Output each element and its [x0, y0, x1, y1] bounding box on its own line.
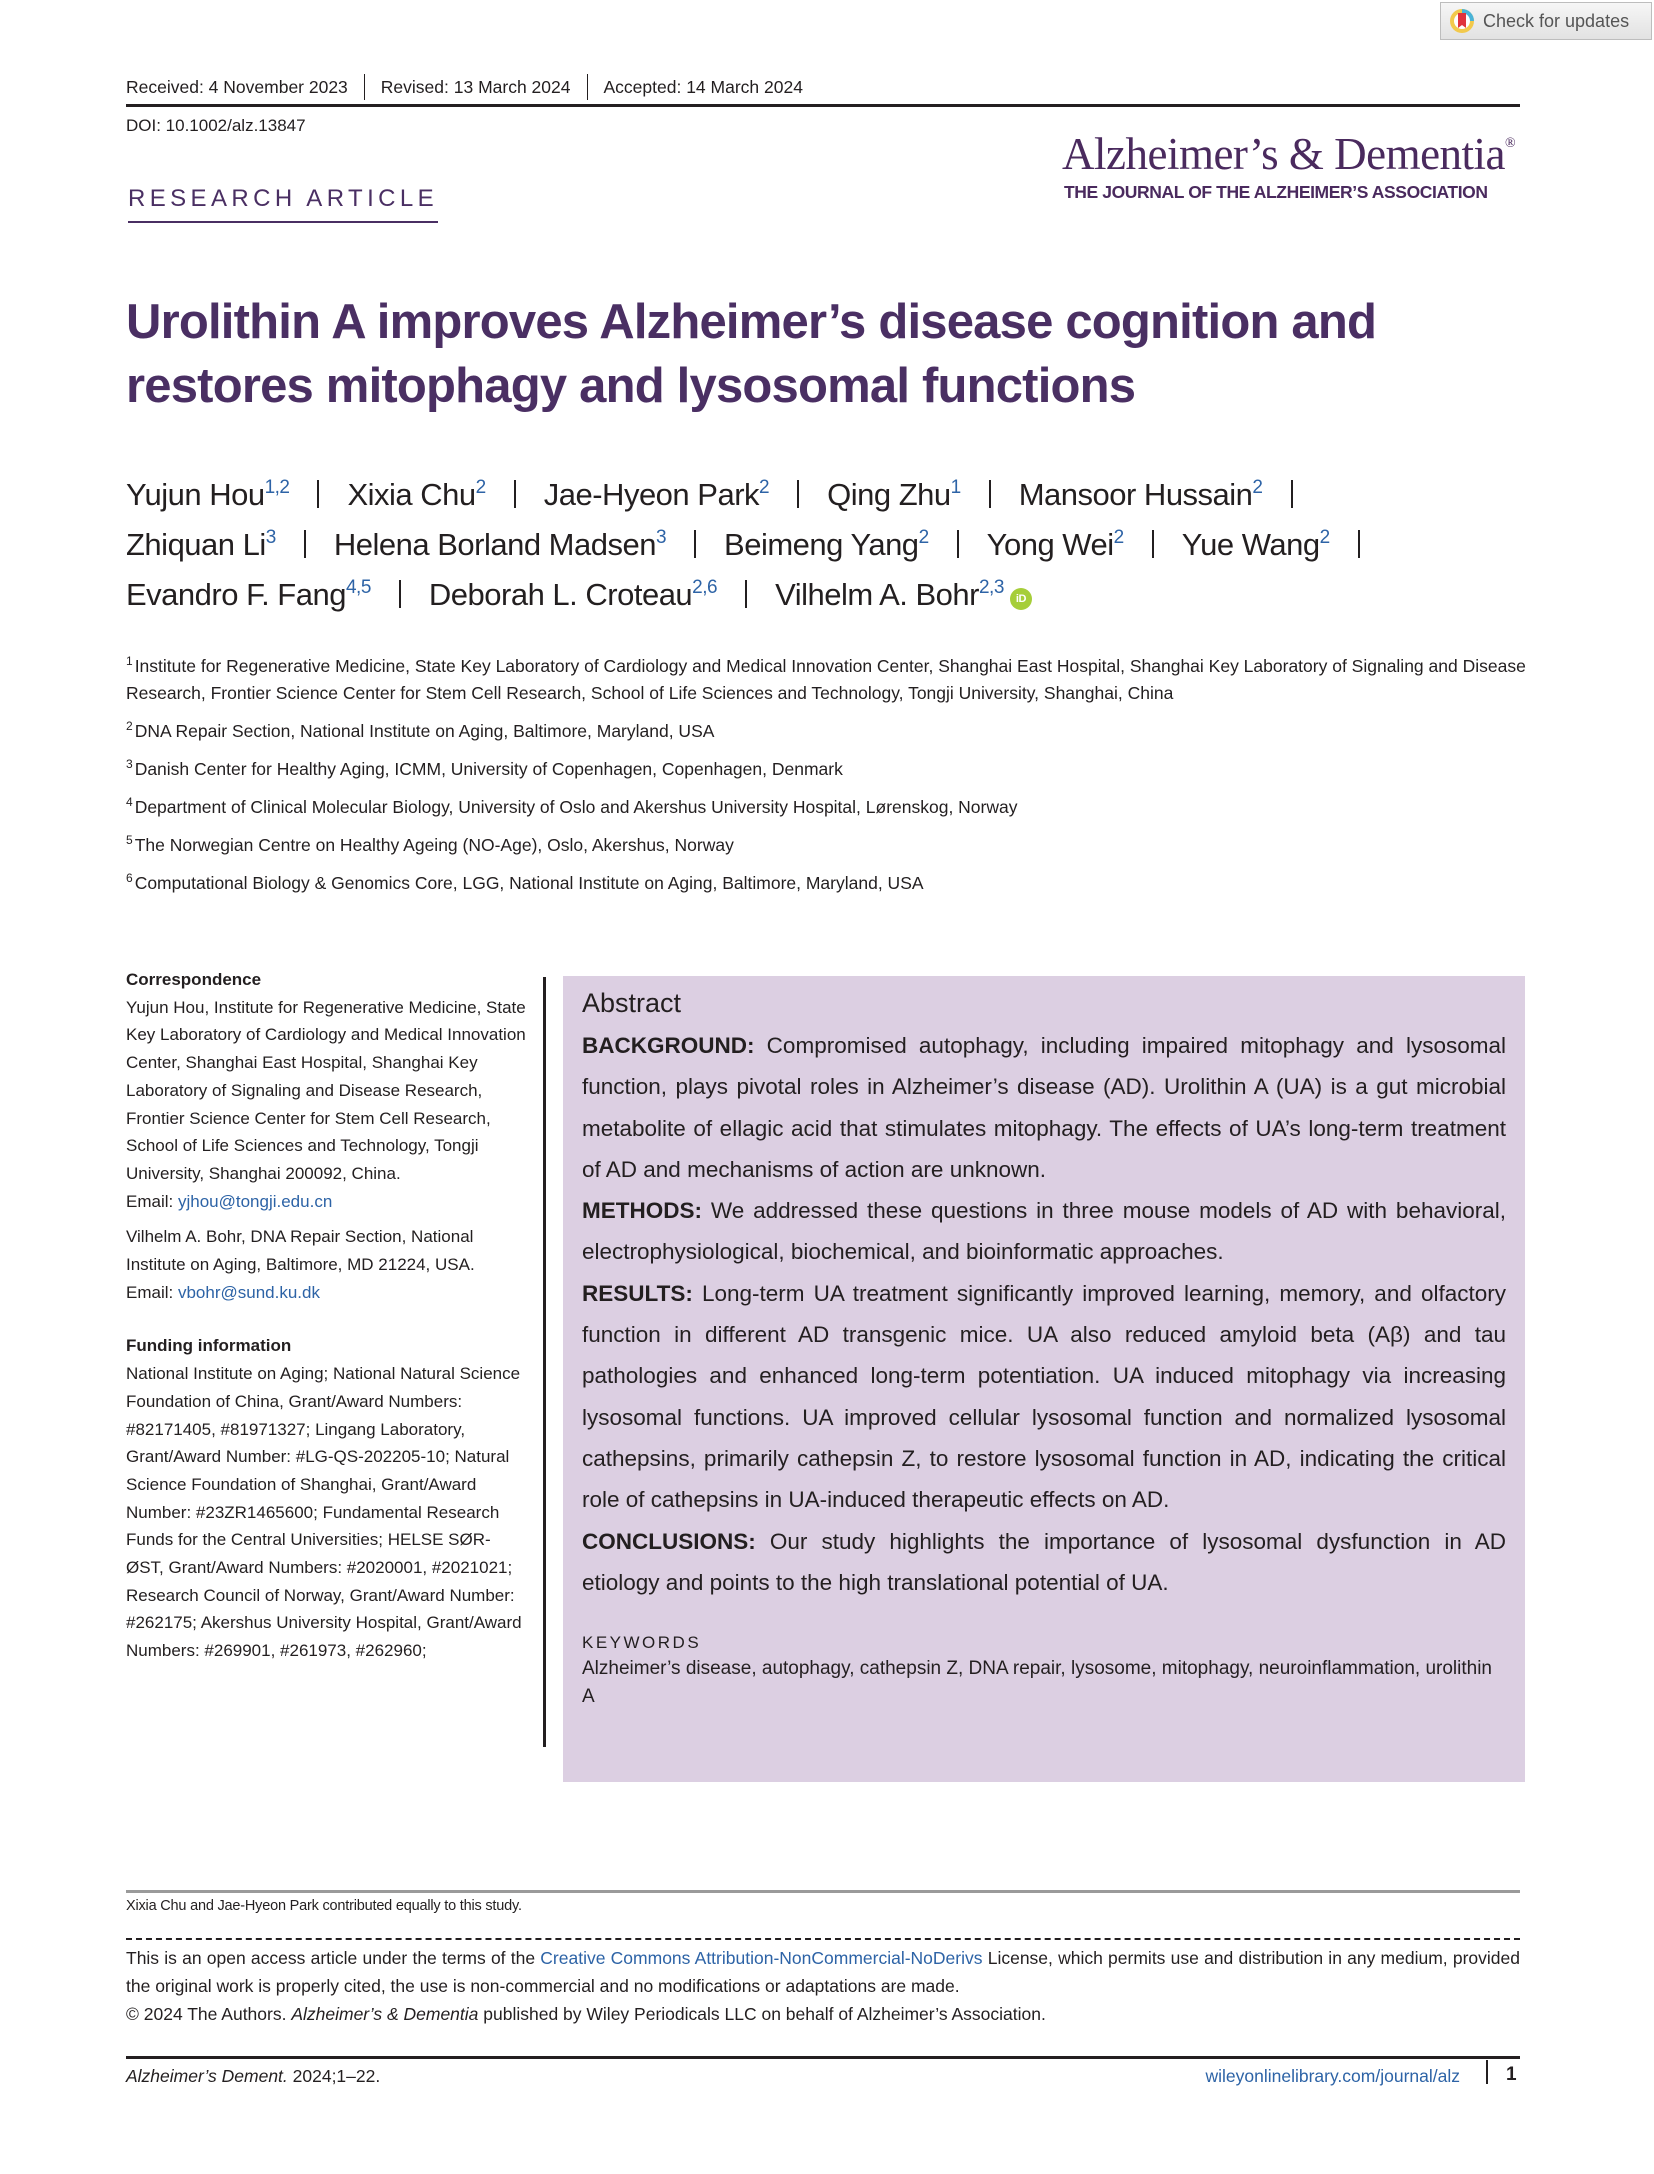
author-separator	[1358, 530, 1360, 558]
affiliation: $^5$ The Norwegian Centre on Healthy Ageing (NO-Age), Oslo, Akershus, Norway	[126, 833, 734, 855]
author-separator	[694, 530, 696, 558]
registered-mark: ®	[1505, 136, 1516, 151]
footnote-rule	[126, 1890, 1520, 1893]
author-separator	[989, 480, 991, 508]
journal-name: Alzheimer’s & Dementia	[1062, 129, 1506, 179]
author[interactable]: Evandro F. Fang$^{4,5}$	[126, 577, 371, 612]
author-separator	[304, 530, 306, 558]
author[interactable]: Jae-Hyeon Park$^2$	[543, 477, 770, 512]
author-separator	[317, 480, 319, 508]
journal-logo	[1062, 128, 1515, 180]
journal-subtitle: THE JOURNAL OF THE ALZHEIMER’S ASSOCIATION	[1064, 182, 1488, 202]
author-separator	[957, 530, 959, 558]
page-number: 1	[1506, 2064, 1517, 2085]
article-type: RESEARCH ARTICLE	[128, 185, 438, 223]
author[interactable]: Deborah L. Croteau$^{2,6}$	[428, 577, 718, 612]
author-separator	[1291, 480, 1293, 508]
author[interactable]: Vilhelm A. Bohr$^{2,3}$	[775, 577, 1004, 612]
license-link[interactable]: Creative Commons Attribution-NonCommercial-NoDerivs	[540, 1948, 983, 1968]
affiliation: $^2$ DNA Repair Section, National Institute on Aging, Baltimore, Maryland, USA	[126, 719, 715, 741]
page-number-separator	[1486, 2060, 1488, 2084]
affiliation: $^1$ Institute for Regenerative Medicine, State Key Laboratory of Cardiology and Medical Innovation Center, Shanghai East Hospital, Shanghai Key Laboratory of Signaling and Disease Research, Frontier Science Center for Stem Cell Research, School of Life Sciences and Technology, Tongji University, Shanghai, China	[126, 654, 1526, 703]
affiliation: $^4$ Department of Clinical Molecular Biology, University of Oslo and Akershus University Hospital, Lørenskog, Norway	[126, 795, 1018, 817]
author-separator	[1152, 530, 1154, 558]
keywords: Alzheimer’s disease, autophagy, cathepsin Z, DNA repair, lysosome, mitophagy, neuroinflammation, urolithin A	[582, 1658, 1492, 1708]
author[interactable]: Helena Borland Madsen$^3$	[333, 527, 667, 562]
check-for-updates-button[interactable]	[1440, 2, 1652, 40]
email-link[interactable]: vbohr@sund.ku.dk	[177, 1282, 320, 1302]
abstract-methods: METHODS: We addressed these questions in three mouse models of AD with behavioral, electrophysiological, biochemical, and bioinformatic approaches.	[582, 1198, 1506, 1265]
citation: Alzheimer’s Dement. 2024;1–22.	[126, 2066, 381, 2086]
article-title: Urolithin A improves Alzheimer’s disease cognition and restores mitophagy and lysosomal functions	[126, 295, 1377, 413]
abstract-background: BACKGROUND: Compromised autophagy, including impaired mitophagy and lysosomal function, plays pivotal roles in Alzheimer’s disease (AD). Urolithin A (UA) is a gut microbial metabolite of ellagic acid that stimulates mitophagy. The effects of UA’s long-term treatment of AD and mechanisms of action are unknown.	[582, 1033, 1506, 1182]
equal-contribution-footnote: Xixia Chu and Jae-Hyeon Park contributed equally to this study.	[126, 1898, 522, 1914]
abstract-results: RESULTS: Long-term UA treatment significantly improved learning, memory, and olfactory function in different AD transgenic mice. UA also reduced amyloid beta (Aβ) and tau pathologies and enhanced long-term potentiation. UA induced mitophagy via increasing lysosomal functions. UA improved cellular lysosomal function and normalized lysosomal cathepsins, primarily cathepsin Z, to restore lysosomal function in AD, indicating the critical role of cathepsins in UA-induced therapeutic effects on AD.	[582, 1280, 1506, 1513]
funding-text: National Institute on Aging; National Natural Science Foundation of China, Grant/Award Numbers: #82171405, #81971327; Lingang Laboratory, Grant/Award Number: #LG-QS-202205-10; Natural Science Foundation of Shanghai, Grant/Award Number: #23ZR1465600; Fundamental Research Funds for the Central Universities; HELSE SØR-ØST, Grant/Award Numbers: #2020001, #2021021; Research Council of Norway, Grant/Award Number: #262175; Akershus University Hospital, Grant/Award Numbers: #269901, #261973, #262960;	[126, 1364, 522, 1661]
affiliations	[126, 653, 1526, 908]
publication-dates	[126, 74, 819, 100]
received-date: Received: 4 November 2023	[126, 77, 348, 97]
sidebar-info	[126, 966, 526, 1665]
license-text: This is an open access article under the terms of the Creative Commons Attribution-NonCommercial-NoDerivs License, which permits use and distribution in any medium, provided the original work is properly cited, the use is non-commercial and no modifications or adaptations are made. © 2024 The Authors. Alzheimer’s & Dementia published by Wiley Periodicals LLC on behalf of Alzheimer’s Association.	[126, 1948, 1520, 2024]
header-rule	[126, 104, 1520, 107]
author[interactable]: Mansoor Hussain$^2$	[1018, 477, 1263, 512]
author[interactable]: Qing Zhu$^1$	[827, 477, 961, 512]
correspondence-heading: Correspondence	[126, 970, 262, 989]
funding-heading: Funding information	[126, 1336, 292, 1356]
author-list	[126, 470, 1546, 620]
affiliation: $^6$ Computational Biology & Genomics Core, LGG, National Institute on Aging, Baltimore, Maryland, USA	[126, 871, 924, 893]
footer-rule	[126, 2056, 1520, 2059]
author[interactable]: Yong Wei$^2$	[986, 527, 1124, 562]
crossmark-icon	[1449, 8, 1475, 34]
affiliation: $^3$ Danish Center for Healthy Aging, ICMM, University of Copenhagen, Copenhagen, Denmark	[126, 757, 843, 779]
author-separator	[745, 580, 747, 608]
author[interactable]: Xixia Chu$^2$	[347, 477, 486, 512]
check-for-updates-label: Check for updates	[1483, 10, 1630, 31]
author[interactable]: Yujun Hou$^{1,2}$	[126, 477, 290, 512]
correspondence-entry: Yujun Hou, Institute for Regenerative Medicine, State Key Laboratory of Cardiology and Medical Innovation Center, Shanghai East Hospital, Shanghai Key Laboratory of Signaling and Disease Research, Frontier Science Center for Stem Cell Research, School of Life Sciences and Technology, Tongji University, Shanghai 200092, China. Email: yjhou@tongji.edu.cn	[126, 997, 526, 1211]
orcid-icon[interactable]: iD	[1010, 588, 1032, 610]
author[interactable]: Yue Wang$^2$	[1181, 527, 1330, 562]
abstract-box	[563, 976, 1525, 1782]
author-separator	[399, 580, 401, 608]
author-separator	[797, 480, 799, 508]
keywords-heading: KEYWORDS	[582, 1633, 702, 1653]
abstract-heading: Abstract	[582, 988, 682, 1018]
author[interactable]: Zhiquan Li$^3$	[126, 527, 276, 562]
correspondence-entry: Vilhelm A. Bohr, DNA Repair Section, National Institute on Aging, Baltimore, MD 21224, USA. Email: vbohr@sund.ku.dk	[126, 1227, 475, 1302]
revised-date: Revised: 13 March 2024	[364, 74, 587, 100]
column-divider	[543, 977, 546, 1747]
license-dashed-rule	[126, 1938, 1520, 1940]
email-link[interactable]: yjhou@tongji.edu.cn	[177, 1191, 333, 1211]
doi[interactable]: DOI: 10.1002/alz.13847	[126, 116, 306, 135]
author[interactable]: Beimeng Yang$^2$	[724, 527, 929, 562]
abstract-conclusions: CONCLUSIONS: Our study highlights the importance of lysosomal dysfunction in AD etiology and points to the high translational potential of UA.	[582, 1528, 1506, 1595]
journal-website-link[interactable]: wileyonlinelibrary.com/journal/alz	[1205, 2066, 1460, 2086]
author-separator	[514, 480, 516, 508]
accepted-date: Accepted: 14 March 2024	[587, 74, 819, 100]
